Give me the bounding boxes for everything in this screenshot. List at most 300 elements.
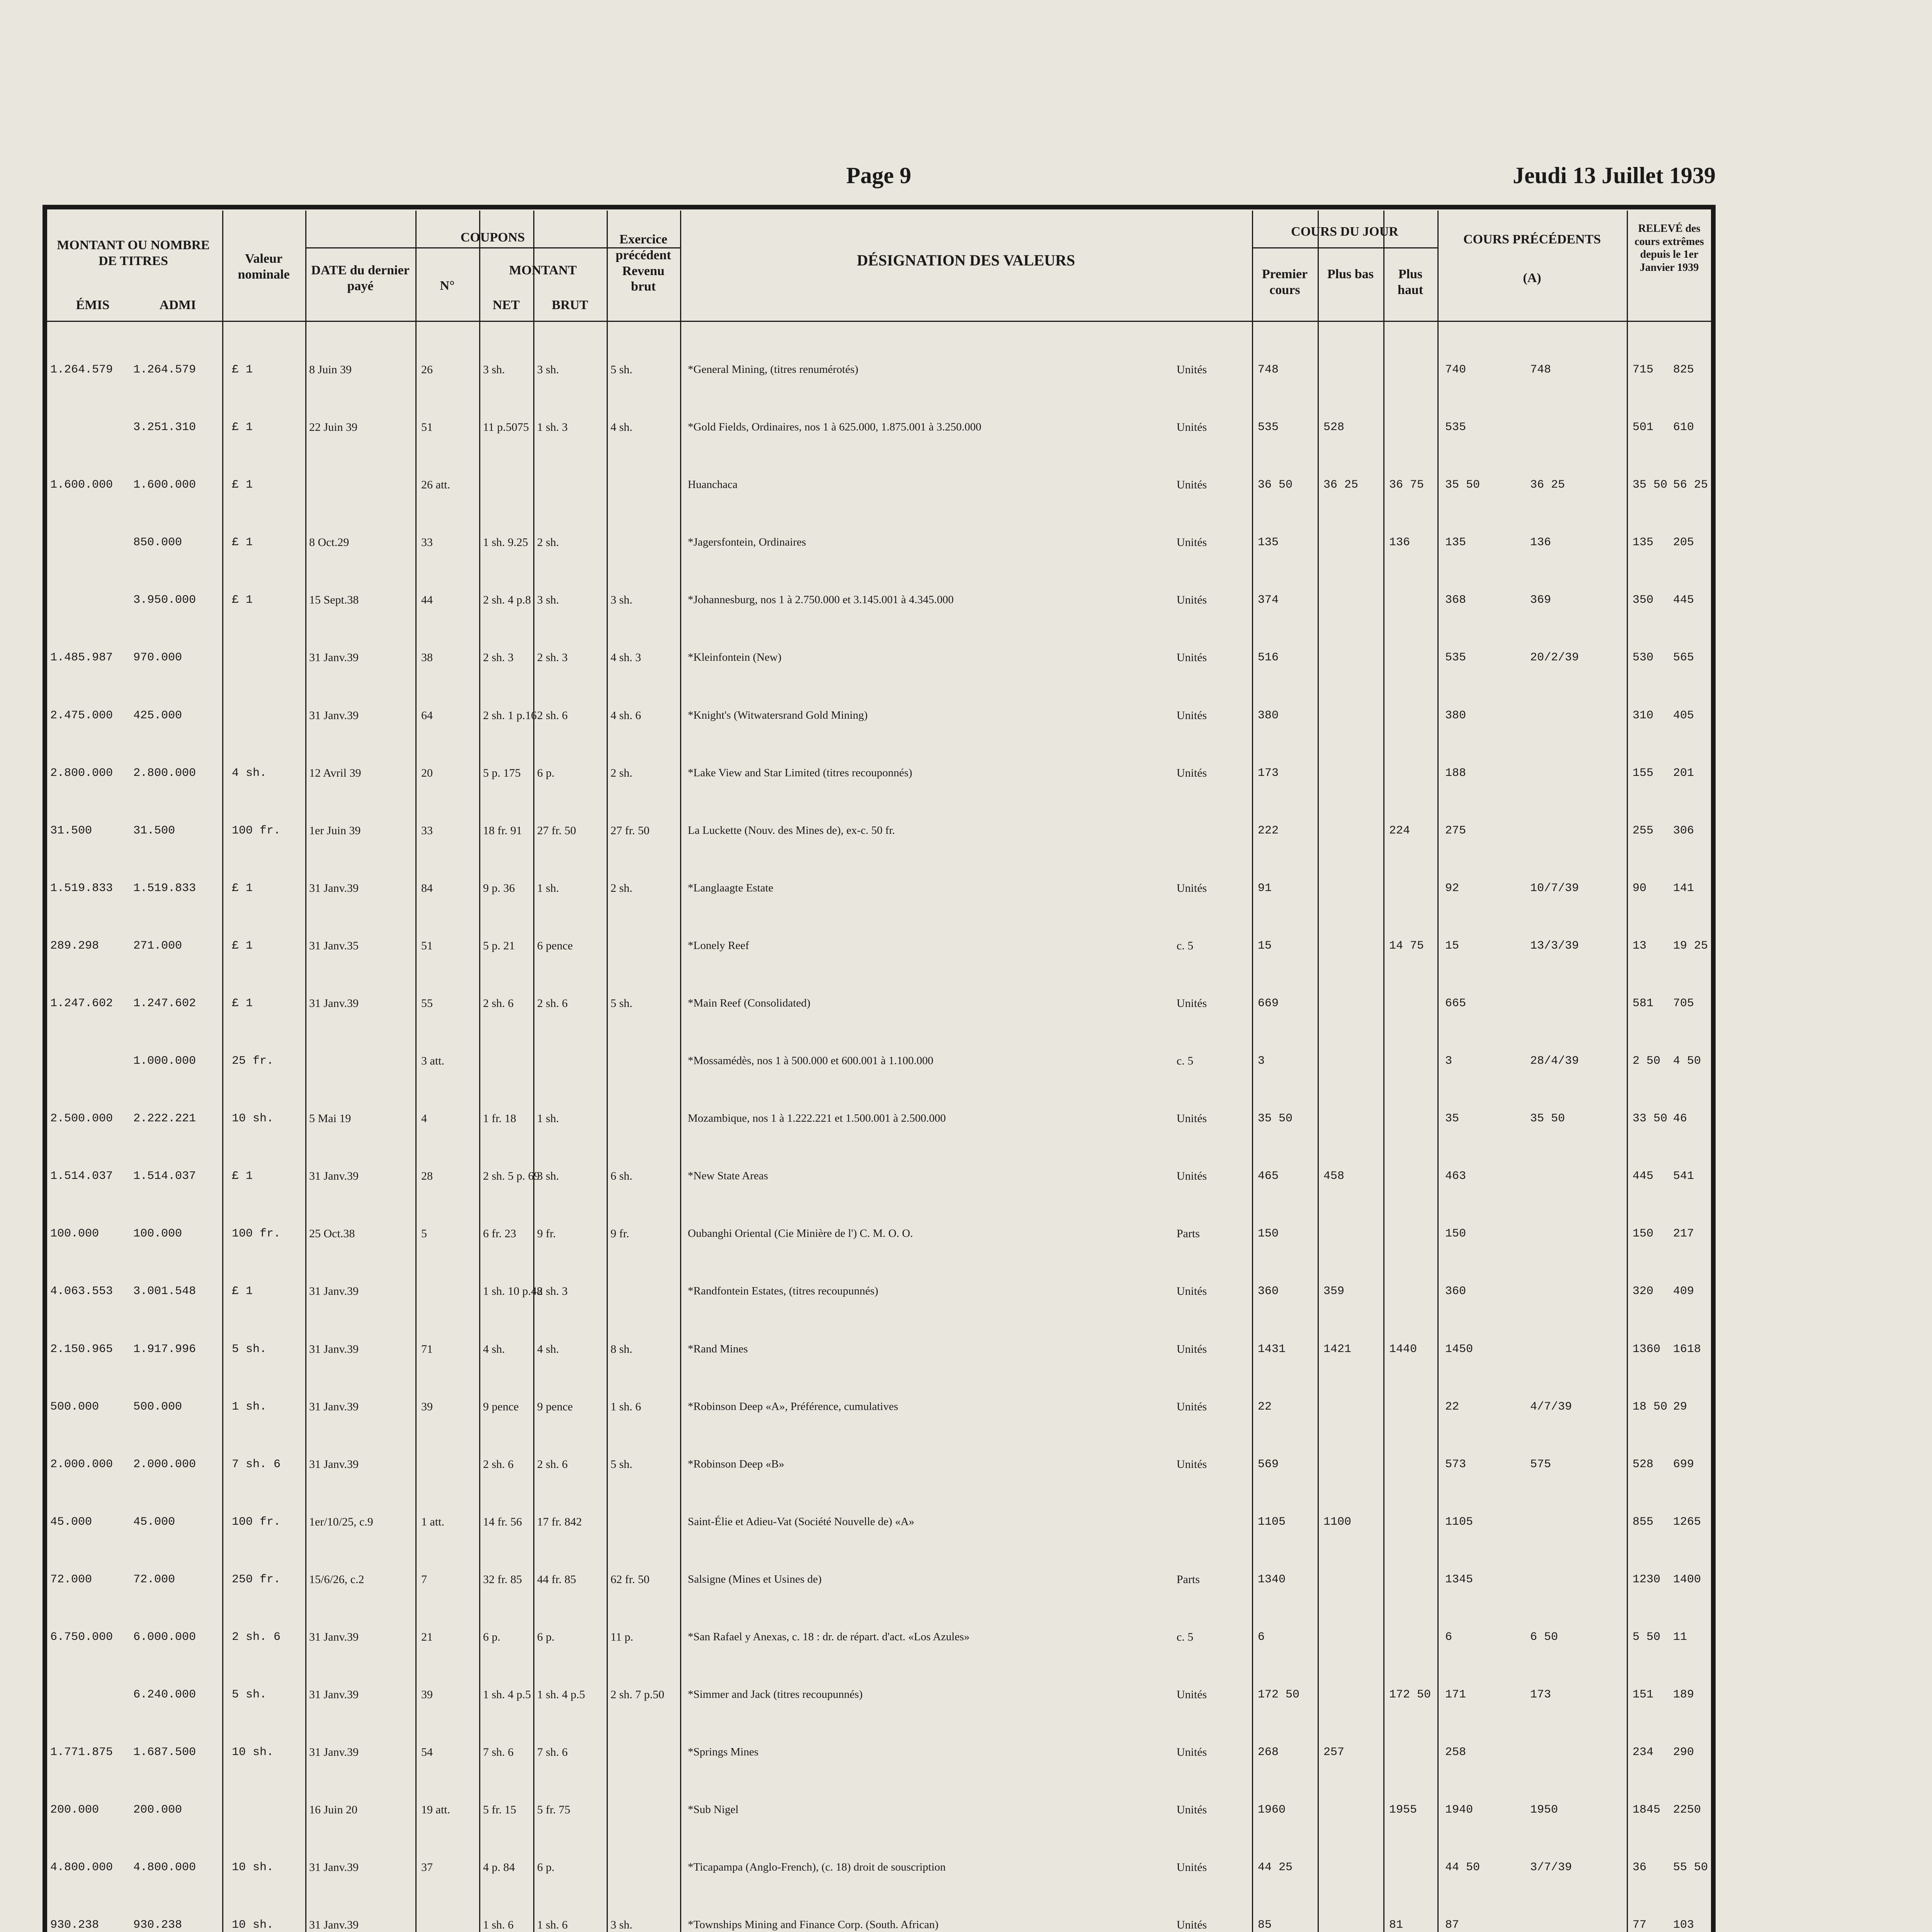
cell-c1: 275 — [1445, 824, 1466, 837]
cell-r1: 33 50 — [1633, 1112, 1668, 1125]
cell-q: Unités — [1177, 1400, 1207, 1413]
cell-date: 1er Juin 39 — [309, 824, 361, 837]
cell-net: 18 fr. 91 — [483, 824, 522, 837]
cell-b: 1100 — [1323, 1515, 1352, 1529]
cell-rev: 11 p. — [611, 1631, 633, 1643]
cell-brut: 5 fr. 75 — [537, 1803, 570, 1816]
cell-val: 10 sh. — [232, 1746, 274, 1759]
cell-q: Unités — [1177, 767, 1207, 779]
cell-name: *Robinson Deep «B» — [688, 1458, 784, 1470]
cell-name: *Johannesburg, nos 1 à 2.750.000 et 3.145.001 à 4.345.000 — [688, 594, 954, 606]
cell-emis: 1.247.602 — [50, 997, 113, 1010]
cell-p: 135 — [1258, 536, 1279, 549]
col-montant-coupon: MONTANT — [509, 263, 577, 277]
cell-admi: 6.000.000 — [133, 1631, 196, 1644]
col-plus-bas: Plus bas — [1327, 267, 1374, 281]
cell-p: 22 — [1258, 1400, 1272, 1413]
cell-emis: 2.000.000 — [50, 1458, 113, 1471]
cell-c1: 535 — [1445, 651, 1466, 664]
cell-admi: 200.000 — [133, 1803, 182, 1816]
cell-rev: 62 fr. 50 — [611, 1573, 650, 1586]
cell-val: £ 1 — [232, 478, 253, 492]
cell-emis: 72.000 — [50, 1573, 92, 1586]
col-premier: Premier cours — [1262, 267, 1308, 297]
cell-c1: 463 — [1445, 1170, 1466, 1183]
cell-no: 4 — [421, 1112, 427, 1125]
cell-h: 136 — [1389, 536, 1410, 549]
cell-admi: 2.800.000 — [133, 767, 196, 780]
cell-rev: 5 sh. — [611, 997, 633, 1010]
cell-p: 268 — [1258, 1746, 1279, 1759]
cell-p: 465 — [1258, 1170, 1279, 1183]
cell-date: 12 Avril 39 — [309, 767, 361, 779]
col-releve: RELEVÉ des cours extrêmes depuis le 1er Janvier 1939 — [1634, 223, 1704, 274]
cell-brut: 2 sh. 6 — [537, 997, 568, 1010]
cell-brut: 2 sh. 3 — [537, 1285, 568, 1298]
cell-admi: 500.000 — [133, 1400, 182, 1413]
cell-no: 7 — [421, 1573, 427, 1586]
cell-name: *Randfontein Estates, (titres recoupunnés) — [688, 1285, 878, 1297]
cell-emis: 500.000 — [50, 1400, 99, 1413]
table-row — [47, 882, 1711, 895]
cell-r2: 405 — [1673, 709, 1694, 722]
cell-q: Unités — [1177, 1343, 1207, 1355]
col-rule — [1437, 211, 1439, 1932]
cell-brut: 2 sh. 6 — [537, 709, 568, 722]
col-net: NET — [493, 298, 520, 312]
cell-brut: 6 p. — [537, 1631, 554, 1643]
cell-q: Unités — [1177, 1918, 1207, 1931]
cell-p: 6 — [1258, 1631, 1265, 1644]
col-plus-haut: Plus haut — [1397, 267, 1423, 297]
cell-r1: 2 50 — [1633, 1054, 1661, 1068]
cell-r1: 445 — [1633, 1170, 1654, 1183]
cell-no: 64 — [421, 709, 433, 722]
cell-r2: 46 — [1673, 1112, 1687, 1125]
cell-brut: 6 pence — [537, 939, 573, 952]
cell-val: 25 fr. — [232, 1054, 274, 1068]
cell-no: 26 att. — [421, 478, 450, 491]
cell-date: 31 Janv.39 — [309, 1170, 359, 1182]
cell-val: 250 fr. — [232, 1573, 281, 1586]
cell-p: 44 25 — [1258, 1861, 1293, 1874]
cell-val: 1 sh. — [232, 1400, 267, 1413]
cell-net: 14 fr. 56 — [483, 1515, 522, 1528]
cell-r1: 155 — [1633, 767, 1654, 780]
cell-name: *Gold Fields, Ordinaires, nos 1 à 625.000, 1.875.001 à 3.250.000 — [688, 421, 981, 433]
cell-admi: 3.251.310 — [133, 421, 196, 434]
cell-r1: 350 — [1633, 594, 1654, 607]
cell-admi: 45.000 — [133, 1515, 175, 1529]
cell-date: 25 Oct.38 — [309, 1227, 355, 1240]
cell-no: 1 att. — [421, 1515, 444, 1528]
cell-r1: 36 — [1633, 1861, 1647, 1874]
header-rule — [1252, 247, 1437, 248]
table-row — [47, 1918, 1711, 1932]
cell-brut: 4 sh. — [537, 1343, 559, 1355]
cell-val: £ 1 — [232, 594, 253, 607]
cell-emis: 4.063.553 — [50, 1285, 113, 1298]
cell-brut: 3 sh. — [537, 594, 559, 606]
cell-r2: 445 — [1673, 594, 1694, 607]
table-row — [47, 1054, 1711, 1068]
cell-name: *Kleinfontein (New) — [688, 651, 782, 663]
cell-admi: 2.000.000 — [133, 1458, 196, 1471]
cell-name: *Rand Mines — [688, 1343, 748, 1355]
cell-admi: 31.500 — [133, 824, 175, 837]
table-row — [47, 536, 1711, 549]
cell-c1: 380 — [1445, 709, 1466, 722]
cell-q: Unités — [1177, 1112, 1207, 1125]
cell-brut: 3 sh. — [537, 363, 559, 376]
col-montant: MONTANT OU NOMBRE DE TITRES — [57, 238, 210, 268]
cell-name: *Ticapampa (Anglo-French), (c. 18) droit de souscription — [688, 1861, 946, 1873]
cell-h: 36 75 — [1389, 478, 1424, 492]
cell-net: 6 fr. 23 — [483, 1227, 516, 1240]
cell-r1: 1230 — [1633, 1573, 1661, 1586]
cell-p: 1960 — [1258, 1803, 1286, 1816]
cell-r1: 715 — [1633, 363, 1654, 376]
cell-r1: 13 — [1633, 939, 1647, 952]
cell-c1: 35 50 — [1445, 478, 1480, 492]
cell-q: Unités — [1177, 478, 1207, 491]
cell-c2: 369 — [1530, 594, 1551, 607]
cell-p: 91 — [1258, 882, 1272, 895]
table-row — [47, 421, 1711, 434]
cell-r1: 135 — [1633, 536, 1654, 549]
table-row — [47, 1746, 1711, 1759]
cell-c2: 3/7/39 — [1530, 1861, 1572, 1874]
cell-rev: 6 sh. — [611, 1170, 633, 1182]
cell-name: Mozambique, nos 1 à 1.222.221 et 1.500.001 à 2.500.000 — [688, 1112, 946, 1124]
cell-r1: 581 — [1633, 997, 1654, 1010]
cell-c1: 87 — [1445, 1918, 1459, 1932]
table-row — [47, 1343, 1711, 1356]
cell-val: £ 1 — [232, 1170, 253, 1183]
cell-val: 2 sh. 6 — [232, 1631, 281, 1644]
cell-net: 9 p. 36 — [483, 882, 515, 895]
cell-emis: 2.800.000 — [50, 767, 113, 780]
cell-name: La Luckette (Nouv. des Mines de), ex-c. 50 fr. — [688, 824, 895, 837]
cell-date: 31 Janv.39 — [309, 1458, 359, 1471]
table-row — [47, 1803, 1711, 1816]
cell-r2: 705 — [1673, 997, 1694, 1010]
cell-c1: 3 — [1445, 1054, 1452, 1068]
table-row — [47, 594, 1711, 607]
cell-c2: 10/7/39 — [1530, 882, 1579, 895]
cell-r2: 290 — [1673, 1746, 1694, 1759]
cell-date: 31 Janv.39 — [309, 1400, 359, 1413]
cell-c2: 13/3/39 — [1530, 939, 1579, 952]
cell-net: 2 sh. 6 — [483, 997, 514, 1010]
cell-p: 669 — [1258, 997, 1279, 1010]
table-row — [47, 1861, 1711, 1874]
cell-rev: 3 sh. — [611, 1918, 633, 1931]
cell-r1: 1360 — [1633, 1343, 1661, 1356]
cell-name: *Main Reef (Consolidated) — [688, 997, 811, 1009]
cell-emis: 2.500.000 — [50, 1112, 113, 1125]
cell-p: 516 — [1258, 651, 1279, 664]
cell-val: 5 sh. — [232, 1343, 267, 1356]
cell-emis: 4.800.000 — [50, 1861, 113, 1874]
cell-name: *San Rafael y Anexas, c. 18 : dr. de répart. d'act. «Los Azules» — [688, 1631, 970, 1643]
col-rule — [222, 211, 223, 1932]
cell-q: Unités — [1177, 1458, 1207, 1471]
cell-rev: 1 sh. 6 — [611, 1400, 641, 1413]
cell-r2: 201 — [1673, 767, 1694, 780]
table-row — [47, 1227, 1711, 1240]
cell-date: 31 Janv.39 — [309, 1746, 359, 1759]
cell-admi: 1.687.500 — [133, 1746, 196, 1759]
cell-h: 1955 — [1389, 1803, 1417, 1816]
cell-q: Unités — [1177, 363, 1207, 376]
cell-val: 10 sh. — [232, 1918, 274, 1932]
cell-p: 172 50 — [1258, 1688, 1300, 1701]
col-rule — [607, 211, 608, 1932]
cell-rev: 5 sh. — [611, 363, 633, 376]
cell-c2: 173 — [1530, 1688, 1551, 1701]
cell-brut: 9 pence — [537, 1400, 573, 1413]
cell-brut: 2 sh. — [537, 536, 559, 549]
col-coupons: COUPONS — [460, 230, 525, 245]
table-row — [47, 1573, 1711, 1586]
cell-no: 28 — [421, 1170, 433, 1182]
cell-date: 31 Janv.39 — [309, 1343, 359, 1355]
cell-b: 359 — [1323, 1285, 1345, 1298]
cell-no: 20 — [421, 767, 433, 779]
cell-date: 31 Janv.39 — [309, 1285, 359, 1298]
cell-q: c. 5 — [1177, 1631, 1194, 1643]
cell-date: 8 Oct.29 — [309, 536, 349, 549]
cell-r2: 189 — [1673, 1688, 1694, 1701]
cell-rev: 4 sh. — [611, 421, 633, 434]
cell-c1: 44 50 — [1445, 1861, 1480, 1874]
cell-p: 173 — [1258, 767, 1279, 780]
cell-r2: 56 25 — [1673, 478, 1708, 492]
cell-name: Oubanghi Oriental (Cie Minière de l') C. M. O. O. — [688, 1227, 913, 1240]
cell-emis: 930.238 — [50, 1918, 99, 1932]
cell-rev: 4 sh. 3 — [611, 651, 641, 664]
cell-name: *Townships Mining and Finance Corp. (South. African) — [688, 1918, 939, 1931]
cell-h: 224 — [1389, 824, 1410, 837]
table-row — [47, 1285, 1711, 1298]
cell-q: Unités — [1177, 1688, 1207, 1701]
cell-p: 380 — [1258, 709, 1279, 722]
cell-val: 10 sh. — [232, 1861, 274, 1874]
cell-brut: 6 p. — [537, 767, 554, 779]
cell-r2: 205 — [1673, 536, 1694, 549]
cell-net: 1 fr. 18 — [483, 1112, 516, 1125]
cell-val: 100 fr. — [232, 1227, 281, 1240]
cell-emis: 100.000 — [50, 1227, 99, 1240]
cell-net: 9 pence — [483, 1400, 519, 1413]
cell-net: 2 sh. 6 — [483, 1458, 514, 1471]
cell-p: 150 — [1258, 1227, 1279, 1240]
cell-emis: 1.771.875 — [50, 1746, 113, 1759]
cell-q: Parts — [1177, 1573, 1200, 1586]
col-rule — [1252, 211, 1253, 1932]
cell-c1: 573 — [1445, 1458, 1466, 1471]
cell-brut: 7 sh. 6 — [537, 1746, 568, 1759]
cell-rev: 2 sh. 7 p.50 — [611, 1688, 665, 1701]
cell-date: 31 Janv.39 — [309, 1631, 359, 1643]
cell-c2: 4/7/39 — [1530, 1400, 1572, 1413]
cell-h: 172 50 — [1389, 1688, 1431, 1701]
cell-c1: 535 — [1445, 421, 1466, 434]
cell-r2: 11 — [1673, 1631, 1687, 1644]
cell-r2: 19 25 — [1673, 939, 1708, 952]
cell-r2: 4 50 — [1673, 1054, 1701, 1068]
cell-r2: 610 — [1673, 421, 1694, 434]
cell-net: 2 sh. 1 p.16 — [483, 709, 537, 722]
cell-rev: 4 sh. 6 — [611, 709, 641, 722]
cell-p: 85 — [1258, 1918, 1272, 1932]
cell-net: 4 sh. — [483, 1343, 505, 1355]
cell-name: *Lake View and Star Limited (titres recouponnés) — [688, 767, 912, 779]
cell-p: 3 — [1258, 1054, 1265, 1068]
cell-r2: 29 — [1673, 1400, 1687, 1413]
cell-admi: 930.238 — [133, 1918, 182, 1932]
cell-c1: 150 — [1445, 1227, 1466, 1240]
col-rule — [479, 211, 480, 1932]
cell-no: 3 att. — [421, 1054, 444, 1067]
cell-brut: 9 fr. — [537, 1227, 556, 1240]
cell-name: *Langlaagte Estate — [688, 882, 774, 894]
cell-p: 360 — [1258, 1285, 1279, 1298]
cell-admi: 72.000 — [133, 1573, 175, 1586]
table-frame — [43, 205, 1716, 1932]
col-admi: ADMI — [159, 298, 196, 312]
cell-admi: 3.950.000 — [133, 594, 196, 607]
cell-brut: 1 sh. — [537, 1112, 559, 1125]
cell-net: 2 sh. 3 — [483, 651, 514, 664]
cell-brut: 6 p. — [537, 1861, 554, 1874]
cell-admi: 6.240.000 — [133, 1688, 196, 1701]
cell-r1: 528 — [1633, 1458, 1654, 1471]
cell-c1: 665 — [1445, 997, 1466, 1010]
cell-r2: 565 — [1673, 651, 1694, 664]
cell-date: 31 Janv.39 — [309, 1861, 359, 1874]
cell-net: 1 sh. 4 p.5 — [483, 1688, 531, 1701]
cell-rev: 9 fr. — [611, 1227, 629, 1240]
cell-q: Unités — [1177, 882, 1207, 895]
cell-q: Unités — [1177, 594, 1207, 606]
cell-emis: 2.475.000 — [50, 709, 113, 722]
cell-val: 100 fr. — [232, 1515, 281, 1529]
cell-name: Saint-Élie et Adieu-Vat (Société Nouvelle de) «A» — [688, 1515, 915, 1528]
cell-net: 6 p. — [483, 1631, 500, 1643]
col-rule — [1318, 211, 1319, 1932]
cell-r1: 90 — [1633, 882, 1647, 895]
cell-r2: 699 — [1673, 1458, 1694, 1471]
col-cours-prec: COURS PRÉCÉDENTS — [1463, 232, 1601, 247]
cell-c1: 360 — [1445, 1285, 1466, 1298]
cell-r1: 320 — [1633, 1285, 1654, 1298]
col-rule — [1383, 211, 1384, 1932]
cell-admi: 1.917.996 — [133, 1343, 196, 1356]
cell-no: 39 — [421, 1400, 433, 1413]
cell-no: 84 — [421, 882, 433, 895]
table-row — [47, 767, 1711, 780]
cell-rev: 3 sh. — [611, 594, 633, 606]
cell-q: Unités — [1177, 536, 1207, 549]
table-row — [47, 997, 1711, 1010]
cell-r2: 1400 — [1673, 1573, 1701, 1586]
table-row — [47, 1170, 1711, 1183]
cell-c1: 1345 — [1445, 1573, 1473, 1586]
cell-val: £ 1 — [232, 363, 253, 376]
table-row — [47, 651, 1711, 664]
cell-admi: 1.000.000 — [133, 1054, 196, 1068]
table-row — [47, 1400, 1711, 1413]
cell-name: *New State Areas — [688, 1170, 768, 1182]
cell-r2: 103 — [1673, 1918, 1694, 1932]
cell-r2: 541 — [1673, 1170, 1694, 1183]
cell-r1: 855 — [1633, 1515, 1654, 1529]
cell-c2: 36 25 — [1530, 478, 1565, 492]
cell-r2: 1265 — [1673, 1515, 1701, 1529]
cell-date: 31 Janv.39 — [309, 882, 359, 895]
cell-emis: 2.150.965 — [50, 1343, 113, 1356]
table-row — [47, 1515, 1711, 1529]
table-row — [47, 709, 1711, 722]
cell-no: 38 — [421, 651, 433, 664]
cell-admi: 970.000 — [133, 651, 182, 664]
cell-val: £ 1 — [232, 939, 253, 952]
cell-net: 7 sh. 6 — [483, 1746, 514, 1759]
col-rule — [1627, 211, 1628, 1932]
cell-net: 32 fr. 85 — [483, 1573, 522, 1586]
cell-admi: 1.514.037 — [133, 1170, 196, 1183]
cell-net: 1 sh. 10 p.48 — [483, 1285, 543, 1298]
cell-val: 5 sh. — [232, 1688, 267, 1701]
cell-h: 81 — [1389, 1918, 1403, 1932]
cell-r1: 77 — [1633, 1918, 1647, 1932]
col-numero: N° — [440, 279, 455, 293]
cell-no: 51 — [421, 421, 433, 434]
cell-brut: 1 sh. 3 — [537, 421, 568, 434]
cell-c1: 171 — [1445, 1688, 1466, 1701]
cell-net: 4 p. 84 — [483, 1861, 515, 1874]
cell-name: *Simmer and Jack (titres recoupunnés) — [688, 1688, 863, 1701]
cell-net: 1 sh. 9.25 — [483, 536, 528, 549]
cell-c1: 135 — [1445, 536, 1466, 549]
cell-net: 2 sh. 4 p.8 — [483, 594, 531, 606]
cell-rev: 2 sh. — [611, 767, 633, 779]
cell-q: Unités — [1177, 997, 1207, 1010]
cell-b: 257 — [1323, 1746, 1345, 1759]
cell-admi: 850.000 — [133, 536, 182, 549]
cell-admi: 100.000 — [133, 1227, 182, 1240]
cell-emis: 200.000 — [50, 1803, 99, 1816]
cell-date: 31 Janv.39 — [309, 1688, 359, 1701]
cell-r1: 530 — [1633, 651, 1654, 664]
cell-name: *Knight's (Witwatersrand Gold Mining) — [688, 709, 868, 721]
cell-admi: 1.247.602 — [133, 997, 196, 1010]
cell-name: *Lonely Reef — [688, 939, 749, 952]
cell-p: 569 — [1258, 1458, 1279, 1471]
cell-rev: 5 sh. — [611, 1458, 633, 1471]
cell-admi: 1.600.000 — [133, 478, 196, 492]
cell-c2: 1950 — [1530, 1803, 1558, 1816]
cell-no: 21 — [421, 1631, 433, 1643]
col-valeur: Valeur nominale — [238, 252, 290, 282]
cell-brut: 3 sh. — [537, 1170, 559, 1182]
cell-date: 31 Janv.39 — [309, 651, 359, 664]
cell-q: c. 5 — [1177, 939, 1194, 952]
cell-name: *Sub Nigel — [688, 1803, 739, 1816]
cell-val: 10 sh. — [232, 1112, 274, 1125]
